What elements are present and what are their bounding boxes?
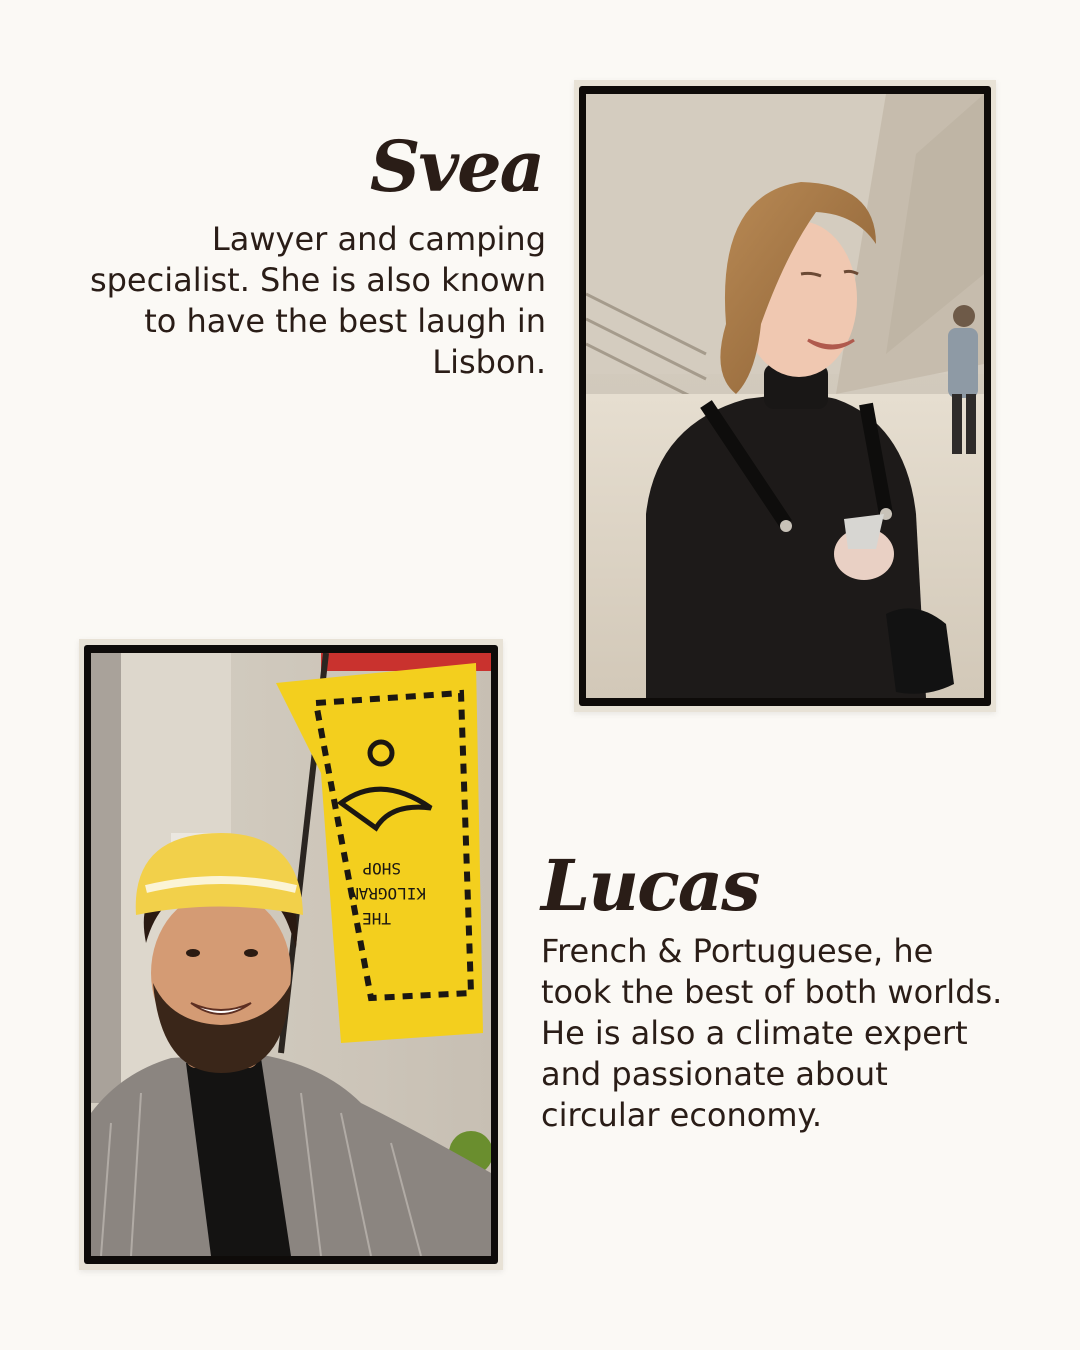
banner-line-2: KILOGRAM: [348, 884, 426, 903]
profile-bio-lucas: French & Portuguese, he took the best of both worlds. He is also a climate expert and passionate about circular economy.: [541, 932, 1003, 1134]
banner-line-1: THE: [362, 909, 391, 928]
photo-frame-lucas: [79, 639, 503, 1270]
portrait-photo-lucas: [91, 653, 491, 1256]
portrait-photo-svea: [586, 94, 984, 698]
profile-bio-svea: Lawyer and camping specialist. She is also known to have the best laugh in Lisbon.: [89, 220, 546, 381]
banner-line-3: SHOP: [362, 859, 401, 878]
profile-name-svea: Svea: [369, 125, 543, 208]
profile-name-lucas: Lucas: [541, 844, 759, 927]
photo-frame-svea: [574, 80, 996, 712]
